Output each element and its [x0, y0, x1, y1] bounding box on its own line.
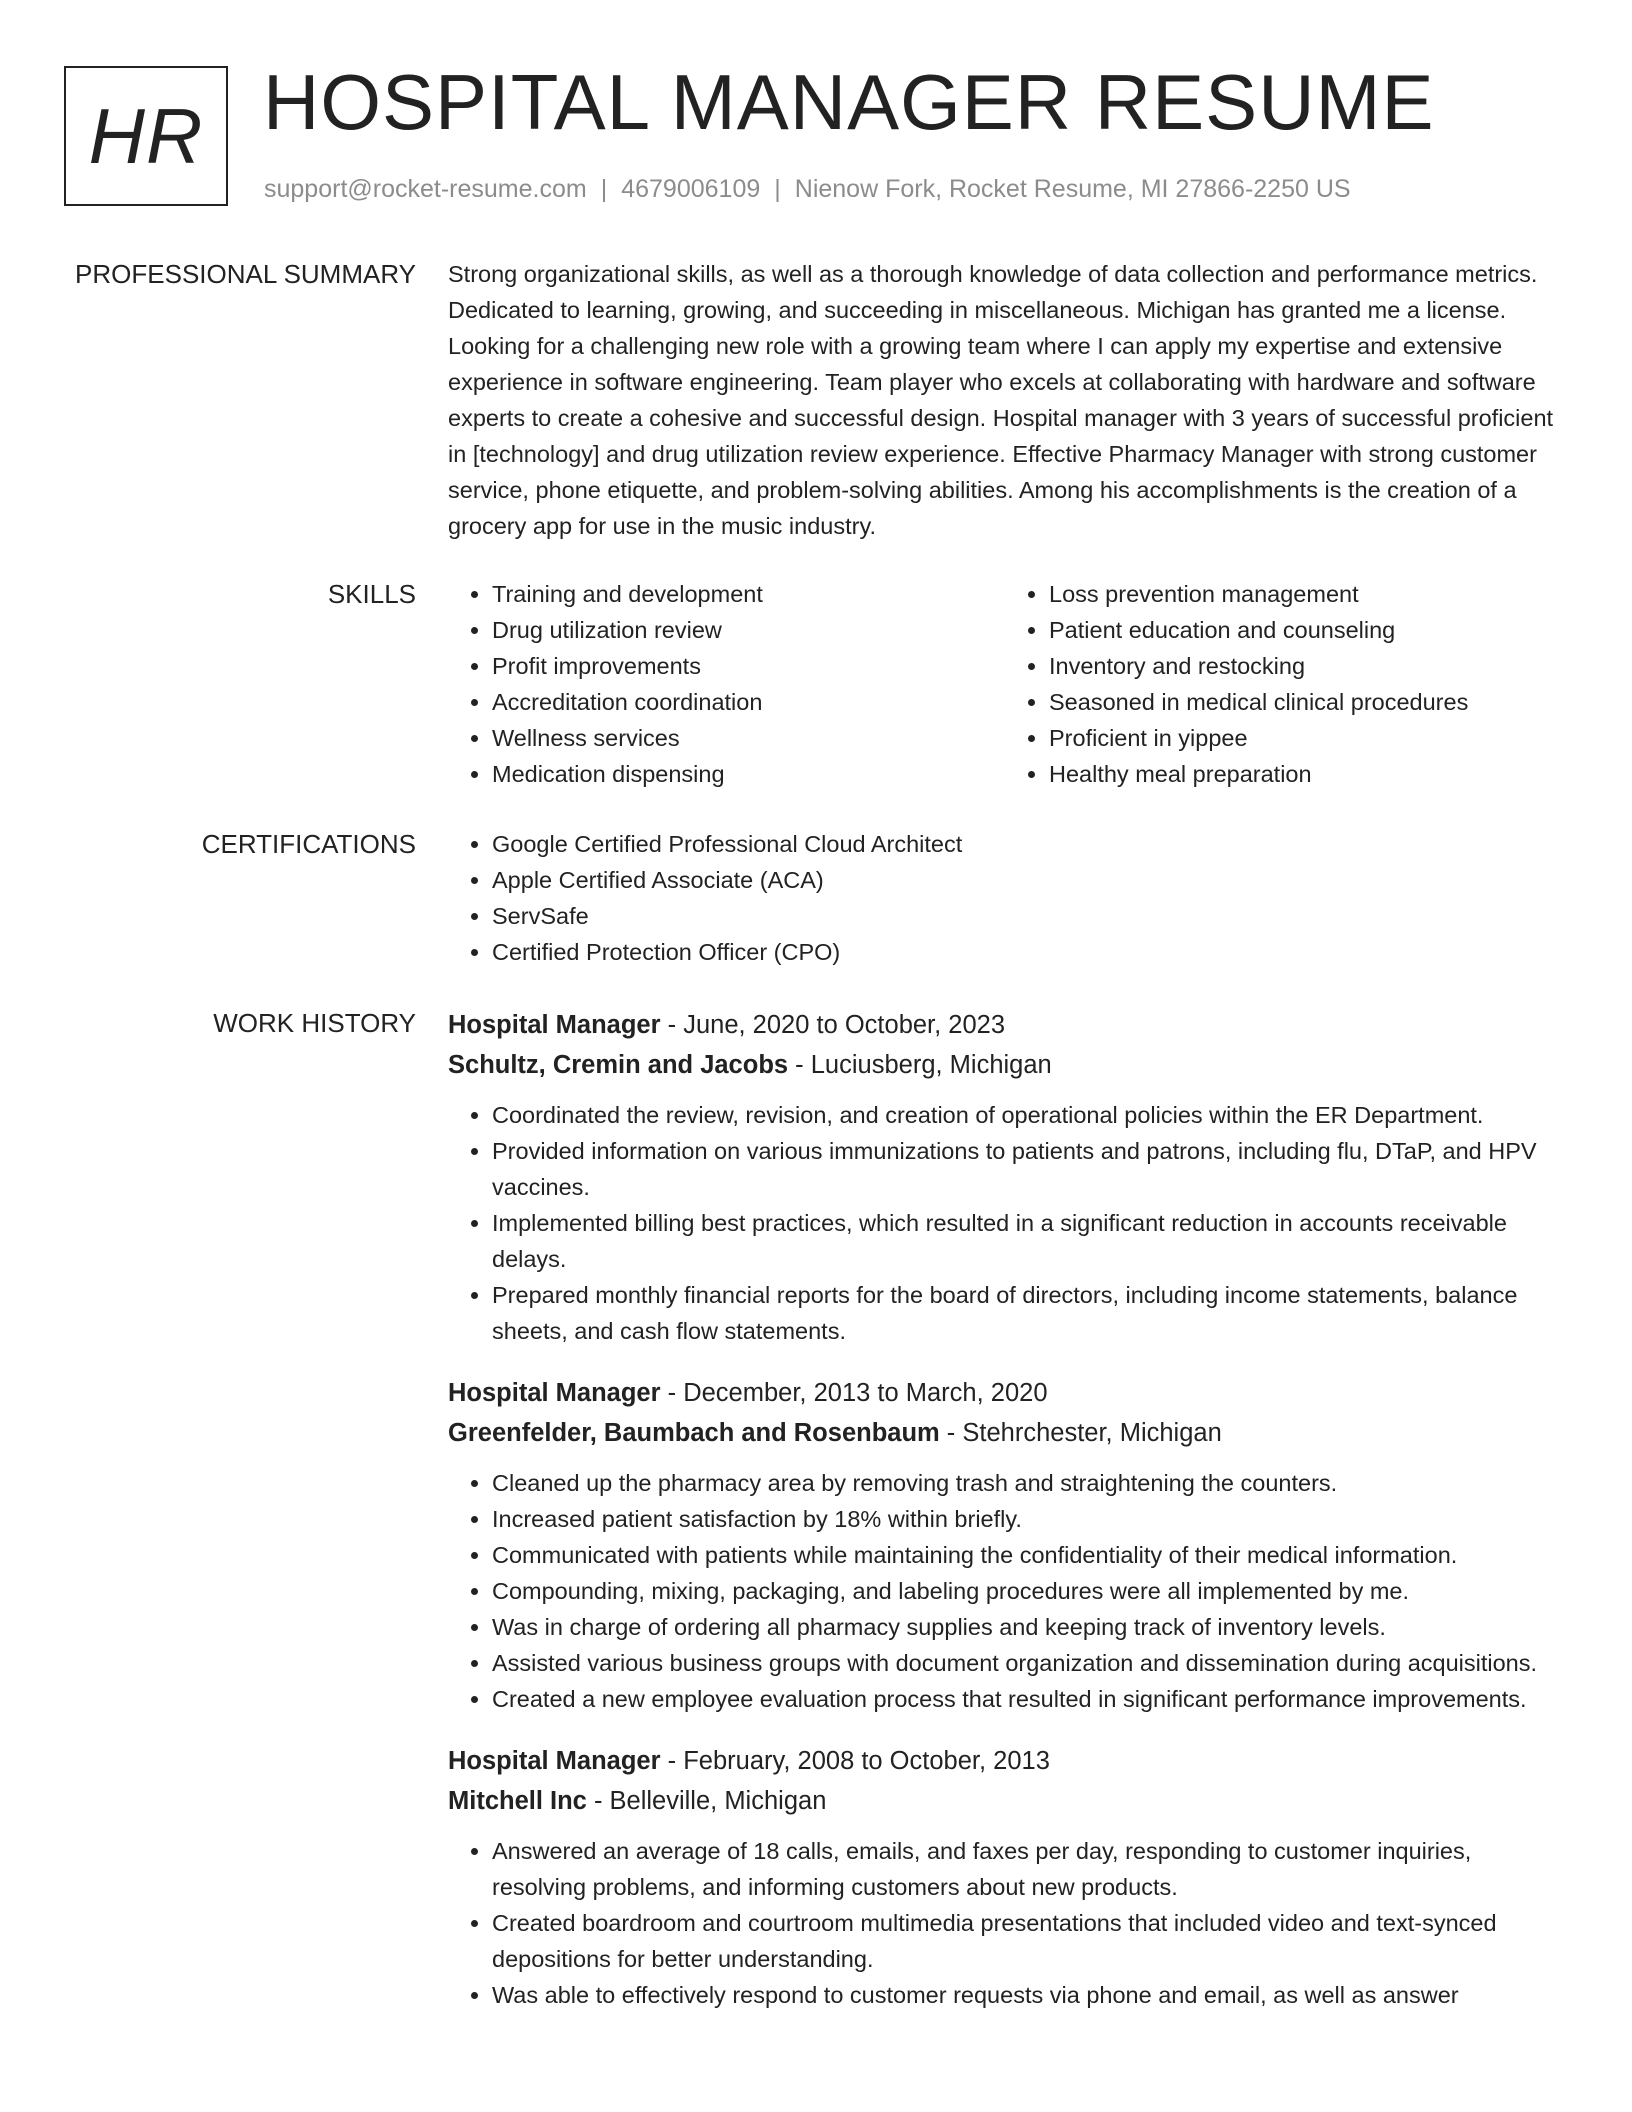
contact-separator: |	[774, 175, 781, 203]
skill-item: • Wellness services	[492, 720, 1005, 756]
job-location: - Stehrchester, Michigan	[939, 1419, 1222, 1447]
contact-phone: 4679006109	[621, 175, 761, 203]
job-bullet: • Answered an average of 18 calls, emails, and faxes per day, responding to customer inquiries, resolving problems, and informing customers about new products.	[492, 1833, 1562, 1905]
job-location: - Luciusberg, Michigan	[788, 1051, 1052, 1079]
job-company-line	[448, 1781, 1562, 1821]
job-bullet: • Coordinated the review, revision, and creation of operational policies within the ER Department.	[492, 1097, 1562, 1133]
job-company-line	[448, 1045, 1562, 1085]
job-company: Mitchell Inc	[448, 1787, 587, 1815]
job-bullet: • Created a new employee evaluation process that resulted in significant performance improvements.	[492, 1681, 1562, 1717]
job-bullet: • Compounding, mixing, packaging, and labeling procedures were all implemented by me.	[492, 1573, 1562, 1609]
skill-item: • Healthy meal preparation	[1049, 756, 1562, 792]
job-bullet: • Increased patient satisfaction by 18% within briefly.	[492, 1501, 1562, 1537]
job-dates: - February, 2008 to October, 2013	[660, 1747, 1050, 1775]
job-bullets	[448, 1465, 1562, 1717]
section-title-skills: SKILLS	[327, 579, 416, 609]
skill-item: • Patient education and counseling	[1049, 612, 1562, 648]
skills-list-left	[448, 576, 1005, 792]
job-bullets	[448, 1097, 1562, 1349]
certification-item: • ServSafe	[492, 898, 1562, 934]
skill-item: • Medication dispensing	[492, 756, 1005, 792]
contact-line	[264, 175, 1351, 204]
skill-item: • Accreditation coordination	[492, 684, 1005, 720]
section-title-certifications: CERTIFICATIONS	[201, 829, 416, 859]
summary-text: Strong organizational skills, as well as a thorough knowledge of data collection and performance metrics. Dedicated to learning, growing, and succeeding in miscellaneous. Michigan has granted me a license. Looking for a challenging new role with a growing team where I can apply my expertise and extensive experience in software engineering. Team player who excels at collaborating with hardware and software experts to create a cohesive and successful design. Hospital manager with 3 years of successful proficient in [technology] and drug utilization review experience. Effective Pharmacy Manager with strong customer service, phone etiquette, and problem-solving abilities. Among his accomplishments is the creation of a grocery app for use in the music industry.	[448, 261, 1554, 539]
job-bullet: • Implemented billing best practices, which resulted in a significant reduction in accounts receivable delays.	[492, 1205, 1562, 1277]
job-title-line	[448, 1741, 1562, 1781]
contact-email: support@rocket-resume.com	[264, 175, 587, 203]
work-history-body	[448, 1005, 1562, 2013]
skill-item: • Loss prevention management	[1049, 576, 1562, 612]
job-entry	[448, 1741, 1562, 2013]
job-company-line	[448, 1413, 1562, 1453]
resume-title: HOSPITAL MANAGER RESUME	[263, 58, 1435, 146]
job-role: Hospital Manager	[448, 1379, 661, 1407]
skill-item: • Training and development	[492, 576, 1005, 612]
job-bullet: • Created boardroom and courtroom multimedia presentations that included video and text-synced depositions for better understanding.	[492, 1905, 1562, 1977]
job-bullet: • Cleaned up the pharmacy area by removing trash and straightening the counters.	[492, 1465, 1562, 1501]
certifications-body	[448, 826, 1562, 970]
skill-item: • Proficient in yippee	[1049, 720, 1562, 756]
section-title-work-history: WORK HISTORY	[213, 1008, 416, 1038]
job-title-line	[448, 1373, 1562, 1413]
job-bullet: • Was able to effectively respond to customer requests via phone and email, as well as answer	[492, 1977, 1562, 2013]
contact-address: Nienow Fork, Rocket Resume, MI 27866-2250 US	[794, 175, 1351, 203]
job-entry	[448, 1005, 1562, 1349]
skill-item: • Profit improvements	[492, 648, 1005, 684]
skill-item: • Seasoned in medical clinical procedures	[1049, 684, 1562, 720]
job-bullet: • Communicated with patients while maintaining the confidentiality of their medical information.	[492, 1537, 1562, 1573]
skill-item: • Inventory and restocking	[1049, 648, 1562, 684]
job-bullets	[448, 1833, 1562, 2013]
job-role: Hospital Manager	[448, 1011, 661, 1039]
summary-body	[448, 256, 1562, 544]
skills-grid	[448, 576, 1562, 792]
monogram-logo: HR	[64, 66, 228, 206]
skill-item: • Drug utilization review	[492, 612, 1005, 648]
certification-item: • Apple Certified Associate (ACA)	[492, 862, 1562, 898]
skills-list-right	[1005, 576, 1562, 792]
job-bullet: • Prepared monthly financial reports for the board of directors, including income statements, balance sheets, and cash flow statements.	[492, 1277, 1562, 1349]
job-role: Hospital Manager	[448, 1747, 661, 1775]
job-location: - Belleville, Michigan	[586, 1787, 827, 1815]
certifications-list	[448, 826, 1562, 970]
certification-item: • Certified Protection Officer (CPO)	[492, 934, 1562, 970]
section-title-summary: PROFESSIONAL SUMMARY	[75, 259, 416, 289]
job-company: Greenfelder, Baumbach and Rosenbaum	[448, 1419, 940, 1447]
contact-separator: |	[600, 175, 608, 203]
job-bullet: • Provided information on various immunizations to patients and patrons, including flu, DTaP, and HPV vaccines.	[492, 1133, 1562, 1205]
job-company: Schultz, Cremin and Jacobs	[448, 1051, 789, 1079]
job-bullet: • Was in charge of ordering all pharmacy supplies and keeping track of inventory levels.	[492, 1609, 1562, 1645]
certification-item: • Google Certified Professional Cloud Architect	[492, 826, 1562, 862]
job-bullet: • Assisted various business groups with document organization and dissemination during acquisitions.	[492, 1645, 1562, 1681]
job-dates: - June, 2020 to October, 2023	[660, 1011, 1006, 1039]
job-title-line	[448, 1005, 1562, 1045]
job-entry	[448, 1373, 1562, 1717]
job-dates: - December, 2013 to March, 2020	[660, 1379, 1048, 1407]
